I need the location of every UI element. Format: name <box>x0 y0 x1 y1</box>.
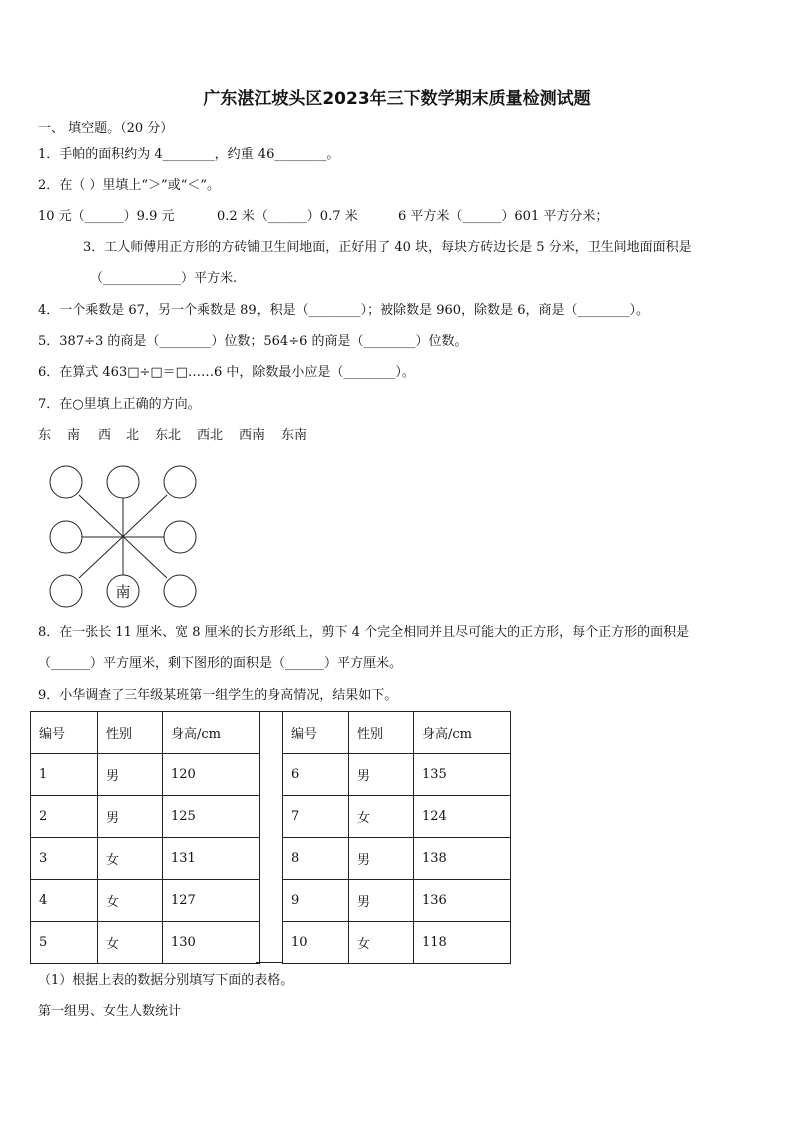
header-gender: 性别 <box>349 712 414 754</box>
header-height: 身高/cm <box>414 712 511 754</box>
question-5: 5．387÷3 的商是（________）位数；564÷6 的商是（________）位数。 <box>38 334 468 349</box>
question-2: 2．在（ ）里填上“＞”或“＜”。 <box>38 178 220 193</box>
cell-gender: 女 <box>349 796 414 838</box>
table-row <box>283 754 511 796</box>
direction-southwest: 西南 <box>239 428 266 443</box>
cell-gender: 女 <box>98 838 163 880</box>
table-row <box>283 838 511 880</box>
cell-number: 6 <box>283 754 349 796</box>
table-row <box>31 922 260 964</box>
cell-number: 7 <box>283 796 349 838</box>
cell-gender: 男 <box>349 838 414 880</box>
table-header-row <box>283 712 511 754</box>
cell-height: 120 <box>163 754 260 796</box>
question-3-line-2: （____________）平方米. <box>90 271 238 286</box>
cell-height: 135 <box>414 754 511 796</box>
compass-circle-ne <box>164 466 196 498</box>
height-table-left <box>30 711 260 964</box>
compass-circle-nw <box>50 466 82 498</box>
table-row <box>31 838 260 880</box>
cell-number: 3 <box>31 838 98 880</box>
compass-circle-n <box>107 466 139 498</box>
cell-height: 125 <box>163 796 260 838</box>
cell-gender: 女 <box>98 880 163 922</box>
cell-gender: 男 <box>98 754 163 796</box>
compass-circle-se <box>164 575 196 607</box>
cell-height: 124 <box>414 796 511 838</box>
question-9-caption: 第一组男、女生人数统计 <box>38 1004 182 1019</box>
direction-northeast: 东北 <box>155 428 182 443</box>
cell-height: 138 <box>414 838 511 880</box>
table-row <box>283 922 511 964</box>
question-1: 1．手帕的面积约为 4________，约重 46________。 <box>38 147 340 162</box>
question-6: 6．在算式 463□÷□＝□……6 中，除数最小应是（________）。 <box>38 365 415 380</box>
section-heading-fill-blank: 一、 填空题。（20 分） <box>38 121 174 136</box>
question-8-line-2: （______）平方厘米，剩下图形的面积是（______）平方厘米。 <box>38 656 403 671</box>
cell-height: 130 <box>163 922 260 964</box>
table-header-row <box>31 712 260 754</box>
direction-south: 南 <box>67 428 81 443</box>
page-title: 广东湛江坡头区2023年三下数学期末质量检测试题 <box>203 89 591 109</box>
cell-number: 4 <box>31 880 98 922</box>
question-2-item-1: 10 元（______）9.9 元 <box>38 209 175 224</box>
compass-circle-sw <box>50 575 82 607</box>
direction-north: 北 <box>126 428 140 443</box>
table-row <box>283 796 511 838</box>
compass-circle-e <box>164 521 196 553</box>
cell-gender: 女 <box>98 922 163 964</box>
question-7: 7．在○里填上正确的方向。 <box>38 397 201 412</box>
table-gap-column <box>256 711 282 963</box>
cell-number: 2 <box>31 796 98 838</box>
header-gender: 性别 <box>98 712 163 754</box>
table-row <box>31 880 260 922</box>
question-8-line-1: 8．在一张长 11 厘米、宽 8 厘米的长方形纸上，剪下 4 个完全相同并且尽可能大的正方形，每个正方形的面积是 <box>38 625 690 640</box>
question-2-item-2: 0.2 米（______）0.7 米 <box>217 209 358 224</box>
compass-diagram <box>44 460 204 610</box>
question-9-sub-1: （1）根据上表的数据分别填写下面的表格。 <box>38 973 294 988</box>
question-3-line-1: 3．工人师傅用正方形的方砖铺卫生间地面，正好用了 40 块，每块方砖边长是 5 分米，卫生间地面面积是 <box>83 240 692 255</box>
header-number: 编号 <box>283 712 349 754</box>
cell-gender: 男 <box>349 880 414 922</box>
cell-height: 136 <box>414 880 511 922</box>
cell-height: 131 <box>163 838 260 880</box>
cell-height: 127 <box>163 880 260 922</box>
question-4: 4．一个乘数是 67，另一个乘数是 89，积是（________）；被除数是 960，除数是 6，商是（________）。 <box>38 303 649 318</box>
direction-southeast: 东南 <box>281 428 308 443</box>
header-height: 身高/cm <box>163 712 260 754</box>
header-number: 编号 <box>31 712 98 754</box>
cell-number: 8 <box>283 838 349 880</box>
cell-gender: 男 <box>349 754 414 796</box>
cell-height: 118 <box>414 922 511 964</box>
cell-number: 1 <box>31 754 98 796</box>
cell-gender: 女 <box>349 922 414 964</box>
direction-east: 东 <box>38 428 52 443</box>
table-row <box>31 754 260 796</box>
direction-northwest: 西北 <box>197 428 224 443</box>
table-row <box>283 880 511 922</box>
compass-south-label: 南 <box>115 583 131 601</box>
table-row <box>31 796 260 838</box>
cell-number: 9 <box>283 880 349 922</box>
compass-circle-w <box>50 521 82 553</box>
height-table-right <box>282 711 511 964</box>
cell-number: 10 <box>283 922 349 964</box>
cell-number: 5 <box>31 922 98 964</box>
question-9: 9．小华调查了三年级某班第一组学生的身高情况，结果如下。 <box>38 688 398 703</box>
question-2-item-3: 6 平方米（______）601 平方分米； <box>398 209 609 224</box>
direction-west: 西 <box>98 428 112 443</box>
cell-gender: 男 <box>98 796 163 838</box>
